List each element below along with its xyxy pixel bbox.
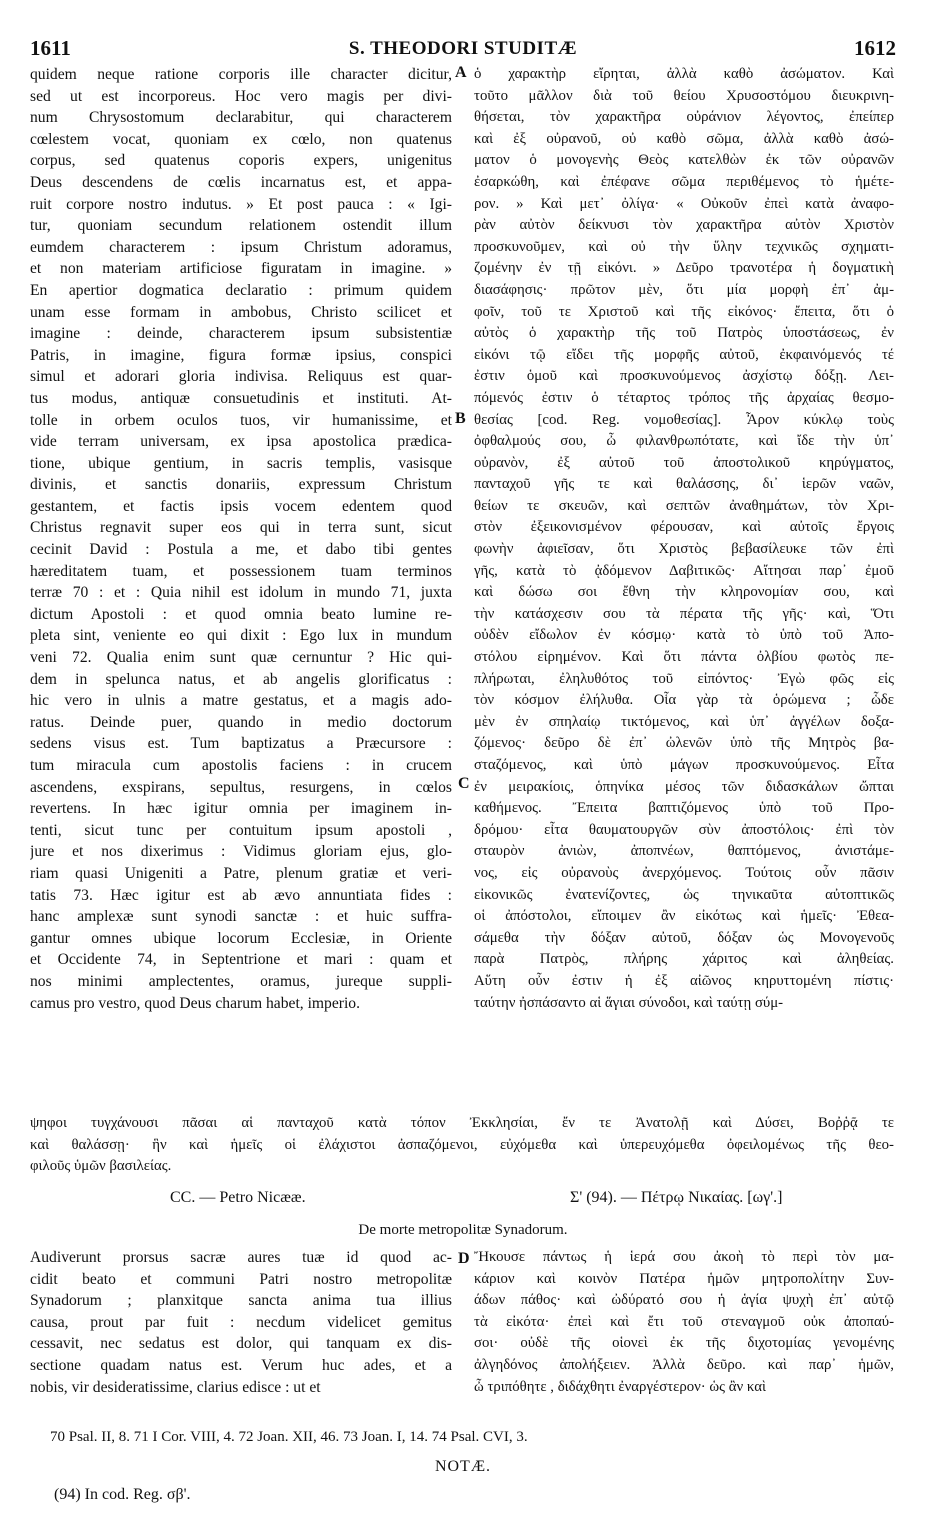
latin-line: quidem neque ratione corporis ille character dicitur, [30, 66, 452, 83]
greek-line: ρὰν αὐτὸν δείκνυσι τὸν χαρακτῆρα αὐτὸν Χριστὸν [474, 217, 894, 234]
latin-line: et non materiam artificiose figuratam in imagine. » [30, 260, 452, 278]
greek-line: τὴν κατάσχεσιν σου τὰ πέρατα τῆς γῆς· καὶ, Ὅτι [474, 605, 894, 622]
latin-line: imagine : deinde, characterem ipsum subsistentiæ [30, 325, 452, 343]
greek-line: τὸν κόσμον ἐλήλυθα. Οἷα γὰρ τὰ ὁρώμενα ; ὧδε [474, 692, 894, 709]
greek-line: σάμεθα τὴν δόξαν αὐτοῦ, δόξαν ὡς Μονογενοῦς [474, 929, 894, 946]
greek-line: ἐν μειρακίοις, ὁπηνίκα μέσος τῶν διδασκάλων ὤπται [474, 778, 894, 795]
spanning-line: καὶ θαλάσσῃ· ἣν καὶ ἡμεῖς οἱ ἐλάχιστοι ἀσπαζόμενοι, εὐχόμεθα καὶ ὑπερευχόμεθα ὀφειλομένως τῆς θεο- [30, 1136, 894, 1153]
greek-line: θεσίας [cod. Reg. νομοθεσίας]. Ἆρον κύκλῳ τοὺς [474, 411, 894, 428]
latin-line: tolle in orbem oculos tuos, vir humanissime, et [30, 411, 452, 429]
greek-line: φωνὴν ἀφιεῖσαν, ὅτι Χριστὸς βεβασίλευκε τῶν ἐπὶ [474, 541, 894, 558]
latin-line: veni 72. Qualia enim sunt quæ cernuntur ? Hic qui- [30, 649, 452, 667]
latin-line: cœlestem vocat, quoniam ex cœlo, non quatenus [30, 130, 452, 148]
greek-line: ἐστιν ὁμοῦ καὶ προσκυνούμενος ἀσχίστῳ δόξῃ. Λει- [474, 368, 894, 385]
greek-line: θείων τε σκευῶν, καὶ σεπτῶν ἀναθημάτων, τὸν Χρι- [474, 497, 894, 514]
greek-line: ἐσαρκώθη, καὶ ἐπέφανε σῶμα περιθέμενος τὸ ἡμέτε- [474, 173, 894, 190]
latin-line: ascendens, exspirans, sepultus, resurgens, in cœlos [30, 778, 452, 796]
latin-letter-line: causa, prout par fuit : necdum videlicet gemitus [30, 1313, 452, 1331]
greek-line: δρόμου· εἶτα θαυματουργῶν σὺν ἀποστόλοις· ἐπὶ τὸν [474, 821, 894, 838]
latin-line: vide terram universam, ex ipsa apostolica prædica- [30, 433, 452, 451]
greek-line: ρον. » Καὶ μετ᾿ ὀλίγα· « Οὐκοῦν ἐπεὶ κατὰ ἀναφο- [474, 195, 894, 212]
greek-line: εἰκόνι τῷ εἴδει τῆς μορφῆς αὐτοῦ, ἐκφαινόμενός τέ [474, 346, 894, 363]
greek-line: καὶ ἐξ οὐρανοῦ, οὐ καθὸ σῶμα, ἀλλὰ καθὸ ἀσώ- [474, 130, 894, 147]
latin-line: gestantem, et factis ipsis vocem edentem quod [30, 497, 452, 515]
latin-heading: CC. — Petro Nicææ. [170, 1189, 306, 1206]
latin-line: En apertior dogmatica declaratio : primum quidem [30, 281, 452, 299]
greek-line: σταυρὸν ἀνιὼν, ἀποπνέων, θαπτόμενος, ἀνιστάμε- [474, 843, 894, 860]
latin-line: corpus, sed quatenus coporis expers, unigenitus [30, 152, 452, 170]
latin-line: hanc amplexæ sunt synodi sanctæ : et huic suffra- [30, 908, 452, 926]
greek-line: παρὰ Πατρὸς, πλήρης χάριτος καὶ ἀληθείας. [474, 951, 894, 968]
latin-line: eumdem characterem : ipsum Christum adoramus, [30, 238, 452, 256]
marker-c: C [458, 775, 470, 792]
latin-line: tus modus, antiquæ consuetudinis et instituti. At- [30, 389, 452, 407]
right-column-number: 1612 [854, 36, 896, 60]
left-column-number: 1611 [30, 36, 71, 60]
greek-letter-line: Ἤκουσε πάντως ἡ ἱερά σου ἀκοὴ τὸ περὶ τὸν μα- [474, 1249, 894, 1265]
latin-line: gantur omnes ubique locorum Ecclesiæ, in Oriente [30, 929, 452, 947]
greek-heading: Σ' (94). — Πέτρῳ Νικαίας. [ωγ'.] [570, 1189, 783, 1206]
greek-line: προσκυνοῦμεν, καὶ οὐ τὴν ὕλην τεχνικῶς σχηματι- [474, 238, 894, 255]
latin-letter-line: cessavit, nec sedatus est dolor, qui tanquam ex dis- [30, 1335, 452, 1353]
latin-line: tione, ubique gentium, in sacris templis, vasisque [30, 454, 452, 472]
spanning-line: ψηφοι τυγχάνουσι πᾶσαι αἱ πανταχοῦ κατὰ τόπον Ἐκκλησίαι, ἔν τε Ἀνατολῇ καὶ Δύσει, Βοῤῥᾷ τε [30, 1115, 894, 1131]
running-title: S. THEODORI STUDITÆ [348, 38, 578, 59]
latin-line: hæreditatem tuam, et possessionem tuam terminos [30, 562, 452, 580]
marker-b: B [455, 410, 466, 427]
greek-letter-line: ὦ τριπόθητε , διδάχθητι ἐναργέστερον· ὡς ἂν καὶ [474, 1378, 766, 1395]
spanning-text [30, 1113, 894, 1178]
latin-line: dem in spelunca natus, et ab angelis glorificatus : [30, 670, 452, 688]
latin-line: simul et adorari gloria indivisa. Reliquus est quar- [30, 368, 452, 386]
greek-line: στόλου εἰρημένον. Καὶ ὅτι πάντα ὀλβίου φωτὸς πε- [474, 649, 894, 666]
latin-line: Deus descendens de cœlis incarnatus est, et appa- [30, 173, 452, 191]
latin-line: tenti, sicut tunc per contuitum ipsum apostoli , [30, 821, 452, 839]
greek-line: πανταχοῦ γῆς τε καὶ θαλάσσης, δι᾿ ἱερῶν ναῶν, [474, 476, 894, 493]
greek-letter-line: τὰ εἰκότα· ἐπεὶ καὶ ἔτι τοῦ στεναγμοῦ οὐκ ἀποπαύ- [474, 1313, 894, 1330]
latin-line: dictum Apostoli : et quod omnia beato lumine re- [30, 605, 452, 623]
latin-line: nos minimi amplectentes, oramus, jureque suppli- [30, 972, 452, 990]
greek-letter-line: σοι· οὐδὲ τῆς οἱονεὶ ἐκ τῆς διχοτομίας γενομένης [474, 1335, 894, 1352]
latin-letter-line: sectione quadam natus est. Verum huc ades, et a [30, 1356, 452, 1374]
section-headings [30, 1189, 894, 1213]
greek-line: ταύτην ἠσπάσαντο αἱ ἅγιαι σύνοδοι, καὶ ταύτῃ σύμ- [474, 994, 784, 1011]
latin-line: camus pro vestro, quod Deus charum habet, imperio. [30, 994, 360, 1012]
greek-line: οὐδὲν εἴδωλον ἐν κόσμῳ· κατὰ τὸ ὑπὸ τοῦ Ἀπο- [474, 627, 894, 644]
latin-line: tatis 73. Hæc igitur est ab ævo annuntiata fides : [30, 886, 452, 904]
greek-line: μὲν ἐν σπηλαίῳ τικτόμενος, καὶ ὑπ᾿ ἀγγέλων δοξα- [474, 713, 894, 730]
greek-line: τοῦτο μᾶλλον διὰ τοῦ θείου Χρυσοστόμου διευκρινη- [474, 87, 894, 104]
latin-line: Patris, in imagine, figura formæ ipsius, conspici [30, 346, 452, 364]
latin-line: riam quasi Unigeniti a Patre, plenum gratiæ et veri- [30, 864, 452, 882]
marker-a: A [455, 64, 467, 81]
section-title: De morte metropolitæ Synadorum. [358, 1222, 568, 1238]
greek-line: καὶ δώσω σοι ἔθνη τὴν κληρονομίαν σου, καὶ [474, 584, 894, 601]
latin-letter-line: cidit beato et communi Patri nostro metropolitæ [30, 1270, 452, 1288]
greek-line: ματον ὁ μονογενὴς Θεὸς κατελθὼν ἐκ τῶν οὐρανῶν [474, 152, 894, 169]
greek-letter-line: άδων πάθος· καὶ ὠδύρατό σου ἡ ἁγία ψυχὴ ἐπ᾿ αὐτῷ [474, 1292, 894, 1309]
greek-line: πόμενός ἐστιν ὁ τέταρτος τρόπος τῆς ἀρχαίας θεσμο- [474, 389, 894, 406]
greek-line: ὀφθαλμούς σου, ὦ φιλανθρωπότατε, καὶ ἴδε τὴν ὑπ᾿ [474, 433, 894, 450]
greek-line: ζόμενος· δεῦρο δὲ ἐπ᾿ ὠλενῶν ὑπὸ τῆς Μητρὸς βα- [474, 735, 894, 752]
latin-line: hic vero in ulnis a matre gestatus, et a magis ado- [30, 692, 452, 710]
marker-d: D [458, 1250, 470, 1267]
greek-line: ζομένην ἐν τῇ εἰκόνι. » Δεῦρο τρανοτέρα ἡ δογματικὴ [474, 260, 894, 277]
greek-line: καθήμενος. Ἔπειτα βαπτιζόμενος ὑπὸ τοῦ Προ- [474, 800, 894, 817]
latin-line: tum miracula cum apostolis faciens : in crucem [30, 757, 452, 774]
note-line: (94) In cod. Reg. σβ'. [54, 1486, 191, 1503]
latin-line: pleta sint, veniente eo qui dixit : Ego lux in mundum [30, 627, 452, 645]
latin-line: ruit corpore nostro indutus. » Et post pauca : « Igi- [30, 195, 452, 213]
greek-column [474, 64, 894, 1014]
latin-letter-line: Audiverunt prorsus sacræ aures tuæ id quod ac- [30, 1249, 452, 1266]
latin-line: unam esse formam in ambobus, Christo scilicet et [30, 303, 452, 321]
greek-line: διασάφησις· πρῶτον μὲν, ὅτι μία μορφὴ ἐπ᾿ ἀμ- [474, 281, 894, 298]
spanning-line: φιλοῦς ὑμῶν βασιλείας. [30, 1158, 172, 1175]
greek-line: οὐρανὸν, ἐξ αὐτοῦ τοῦ ἀποστολικοῦ κηρύγματος, [474, 454, 894, 471]
latin-letter-line: nobis, vir desideratissime, clarius edisce : ut et [30, 1378, 321, 1396]
latin-line: tur, quoniam secundum relationem ostendit illum [30, 217, 452, 235]
greek-letter-line: κάριον καὶ κοινὸν Πατέρα ἡμῶν μητροπολίτην Συν- [474, 1270, 894, 1287]
footnotes: 70 Psal. II, 8. 71 I Cor. VIII, 4. 72 Joan. XII, 46. 73 Joan. I, 14. 74 Psal. CVI, 3. [50, 1429, 528, 1445]
greek-line: αὐτὸς ὁ χαρακτὴρ τῆς τοῦ Πατρὸς ὑποστάσεως, ἐν [474, 325, 894, 342]
latin-letter-line: Synadorum ; planxitque sancta anima tua illius [30, 1292, 452, 1310]
greek-line: γῆς, κατὰ τὸ ᾀδόμενον Δαβιτικῶς· Αἴτησαι παρ᾿ ἐμοῦ [474, 562, 894, 579]
latin-line: terræ 70 : et : Quia nihil est idolum in mundo 71, juxta [30, 584, 452, 602]
greek-line: στὸν ἐξεικονισμένον φέρουσαν, καὶ αὐτοῖς ἔργοις [474, 519, 894, 536]
page-header [30, 36, 896, 62]
greek-letter-line: ἀλγηδόνος ἀπολήξειεν. Ἀλλὰ δεῦρο. καὶ παρ᾿ ἡμῶν, [474, 1356, 894, 1373]
greek-line: θήσεται, τὸν χαρακτῆρα οὐράνιον λέγοντος, ἐπείπερ [474, 109, 894, 126]
greek-line: Αὕτη οὖν ἐστιν ἡ ἐξ αἰῶνος κηρυττομένη πίστις· [474, 972, 894, 989]
latin-line: divinis, et sanctis donariis, expressum Christum [30, 476, 452, 494]
latin-letter-column [30, 1247, 452, 1398]
latin-line: ratus. Deinde puer, quando in medio doctorum [30, 713, 452, 731]
greek-line: εἰκονικῶς ἐνατενίζοντες, ὡς τηνικαῦτα αὐτοπτικῶς [474, 886, 894, 903]
greek-line: νος, εἰς οὐρανοὺς ἀνερχόμενος. Τούτοις οὖν πᾶσιν [474, 864, 894, 881]
latin-line: num Chrysostomum declarabitur, qui characterem [30, 109, 452, 127]
latin-line: sed ut est incorporeus. Hoc vero magis per divi- [30, 87, 452, 105]
latin-line: sedens visus est. Tum baptizatus a Præcursore : [30, 735, 452, 753]
latin-line: jure et nos dixerimus : Vidimus gloriam ejus, glo- [30, 843, 452, 861]
notes-heading: NOTÆ. [434, 1458, 492, 1475]
latin-line: cecinit David : Postula a me, et dabo tibi gentes [30, 541, 452, 559]
latin-line: Christus regnavit super eos qui in terra sunt, sicut [30, 519, 452, 537]
greek-letter-column [474, 1247, 894, 1398]
latin-line: et Occidente 74, in Septentrione et mari : quam et [30, 951, 452, 969]
greek-line: πλήρωται, ἐληλυθότος τοῦ εἰπόντος· Ἐγὼ φῶς εἰς [474, 670, 894, 687]
greek-line: οἱ ἀπόστολοι, εἴποιμεν ἂν εἰκότως καὶ ἡμεῖς· Ἐθεα- [474, 908, 894, 925]
latin-line: revertens. In hæc igitur omnia per imaginem in- [30, 800, 452, 818]
greek-line: ὁ χαρακτὴρ εἴρηται, ἀλλὰ καθὸ ἀσώματον. Καὶ [474, 66, 894, 82]
greek-line: σταζόμενος, καὶ ὑπὸ μάγων προσκυνούμενος. Εἶτα [474, 757, 894, 773]
greek-line: φοῖν, τοῦ τε Χριστοῦ καὶ τῆς εἰκόνος· ἔπειτα, ὅτι ὁ [474, 303, 894, 320]
latin-column [30, 64, 452, 1014]
